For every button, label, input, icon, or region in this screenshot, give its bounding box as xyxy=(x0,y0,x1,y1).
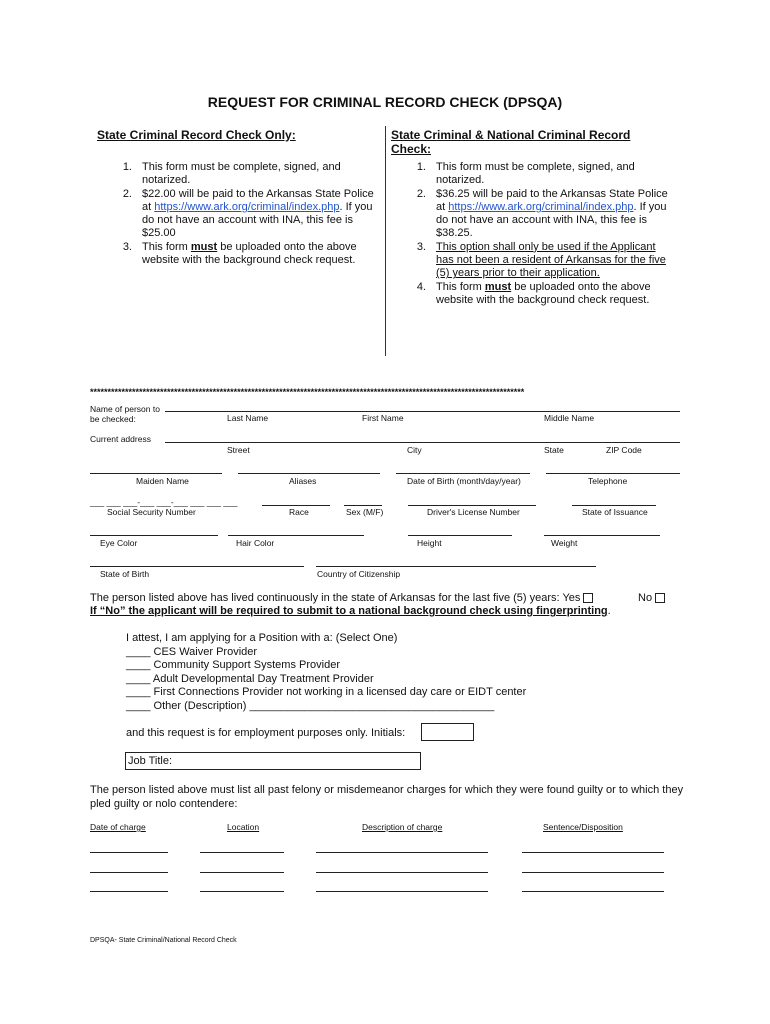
maiden-label: Maiden Name xyxy=(136,476,189,486)
charge-location-field[interactable] xyxy=(200,872,284,873)
aliases-field[interactable] xyxy=(238,473,380,474)
attest-block xyxy=(126,632,526,713)
employment-text: and this request is for employment purposes only. Initials: xyxy=(126,727,406,739)
header-sentence: Sentence/Disposition xyxy=(543,822,623,832)
no-checkbox[interactable] xyxy=(655,593,665,603)
city-label: City xyxy=(407,445,422,455)
telephone-label: Telephone xyxy=(588,476,628,486)
charge-description-field[interactable] xyxy=(316,891,488,892)
list-item: 3. This option shall only be used if the Applicant has not been a resident of Arkansas for the five (5) years prior to their application. xyxy=(416,240,666,280)
charge-location-field[interactable] xyxy=(200,852,284,853)
option-other[interactable]: ____ Other (Description) ________________________________________ xyxy=(126,699,495,712)
last-name-label: Last Name xyxy=(227,413,269,423)
weight-label: Weight xyxy=(551,538,578,548)
initials-box[interactable] xyxy=(421,723,474,741)
weight-field[interactable] xyxy=(544,535,660,536)
list-item: 4. This form must be uploaded onto the above website with the background check request. xyxy=(416,280,651,306)
issuance-field[interactable] xyxy=(572,505,656,506)
list-item: 1. This form must be complete, signed, and notarized. xyxy=(122,161,341,187)
charge-location-field[interactable] xyxy=(200,891,284,892)
header-description: Description of charge xyxy=(362,822,443,832)
middle-name-label: Middle Name xyxy=(544,413,595,423)
charge-sentence-field[interactable] xyxy=(522,852,664,853)
race-field[interactable] xyxy=(262,505,330,506)
eye-field[interactable] xyxy=(90,535,218,536)
hair-field[interactable] xyxy=(228,535,364,536)
height-field[interactable] xyxy=(408,535,512,536)
name-label: Name of person to be checked: xyxy=(90,404,160,424)
ark-link[interactable]: https://www.ark.org/criminal/index.php xyxy=(448,200,634,213)
hair-label: Hair Color xyxy=(236,538,275,548)
birth-state-field[interactable] xyxy=(90,566,304,567)
address-field[interactable] xyxy=(165,442,680,443)
header-date: Date of charge xyxy=(90,822,146,832)
dob-label: Date of Birth (month/day/year) xyxy=(407,476,521,486)
charge-date-field[interactable] xyxy=(90,852,168,853)
citizenship-field[interactable] xyxy=(316,566,596,567)
option-ces[interactable]: ____ CES Waiver Provider xyxy=(126,645,258,658)
sex-label: Sex (M/F) xyxy=(346,507,384,517)
height-label: Height xyxy=(417,538,442,548)
charge-date-field[interactable] xyxy=(90,891,168,892)
list-item: 3. This form must be uploaded onto the above website with the background check request. xyxy=(122,240,357,267)
aliases-label: Aliases xyxy=(289,476,317,486)
maiden-field[interactable] xyxy=(90,473,222,474)
residency-question: The person listed above has lived continuously in the state of Arkansas for the last five (5) years: Yes xyxy=(90,592,593,604)
address-label: Current address xyxy=(90,434,151,444)
right-col-list xyxy=(406,161,668,307)
name-field[interactable] xyxy=(165,411,680,412)
residency-no: No xyxy=(638,592,665,604)
ssn-label: Social Security Number xyxy=(107,507,196,517)
issuance-label: State of Issuance xyxy=(582,507,648,517)
option-community[interactable]: ____ Community Support Systems Provider xyxy=(126,659,340,671)
citizenship-label: Country of Citizenship xyxy=(317,569,401,579)
column-divider xyxy=(385,126,386,356)
eye-label: Eye Color xyxy=(100,538,138,548)
race-label: Race xyxy=(289,507,309,517)
yes-checkbox[interactable] xyxy=(583,593,593,603)
charge-description-field[interactable] xyxy=(316,872,488,873)
ssn-field[interactable]: ___ ___ ___-___ ___-___ ___ ___ ___ xyxy=(90,497,238,507)
license-field[interactable] xyxy=(408,505,536,506)
state-label: State xyxy=(544,445,564,455)
street-label: Street xyxy=(227,445,250,455)
list-item: 2. $36.25 will be paid to the Arkansas State Police at https://www.ark.org/criminal/index.php. If you do not have an account with INA, this fee is $38.25. xyxy=(416,187,668,240)
charge-date-field[interactable] xyxy=(90,872,168,873)
dob-field[interactable] xyxy=(396,473,530,474)
first-name-label: First Name xyxy=(362,413,404,423)
left-col-heading: State Criminal Record Check Only: xyxy=(97,128,296,142)
option-first-connections[interactable]: ____ First Connections Provider not working in a licensed day care or EIDT center xyxy=(126,686,527,698)
charge-description-field[interactable] xyxy=(316,852,488,853)
list-item: 2. $22.00 will be paid to the Arkansas State Police at https://www.ark.org/criminal/index.php. If you do not have an account with INA, this fee is $25.00 xyxy=(122,187,374,240)
charge-sentence-field[interactable] xyxy=(522,872,664,873)
left-col-list xyxy=(112,161,374,267)
option-adult-day[interactable]: ____ Adult Developmental Day Treatment Provider xyxy=(126,672,374,685)
footer-text: DPSQA- State Criminal/National Record Check xyxy=(90,937,237,944)
charge-sentence-field[interactable] xyxy=(522,891,664,892)
telephone-field[interactable] xyxy=(546,473,680,474)
separator-stars: **************************************************************************************************************************** xyxy=(90,387,525,397)
residency-note: If “No” the applicant will be required to submit to a national background check using fingerprinting. xyxy=(90,605,611,617)
ark-link[interactable]: https://www.ark.org/criminal/index.php xyxy=(154,200,340,213)
list-item: 1. This form must be complete, signed, and notarized. xyxy=(416,161,635,187)
attest-intro: I attest, I am applying for a Position with a: (Select One) xyxy=(126,632,398,644)
birth-state-label: State of Birth xyxy=(100,569,150,579)
job-title-label: Job Title: xyxy=(128,755,173,767)
sex-field[interactable] xyxy=(344,505,382,506)
license-label: Driver's License Number xyxy=(427,507,520,517)
page-title: REQUEST FOR CRIMINAL RECORD CHECK (DPSQA) xyxy=(207,94,563,110)
job-title-box[interactable] xyxy=(125,752,421,770)
right-col-heading: State Criminal & National Criminal Record Check: xyxy=(391,128,631,156)
charges-intro: The person listed above must list all past felony or misdemeanor charges for which they were found guilty or to which they pled guilty or nolo contendere: xyxy=(90,784,684,810)
zip-label: ZIP Code xyxy=(606,445,642,455)
header-location: Location xyxy=(227,822,260,832)
